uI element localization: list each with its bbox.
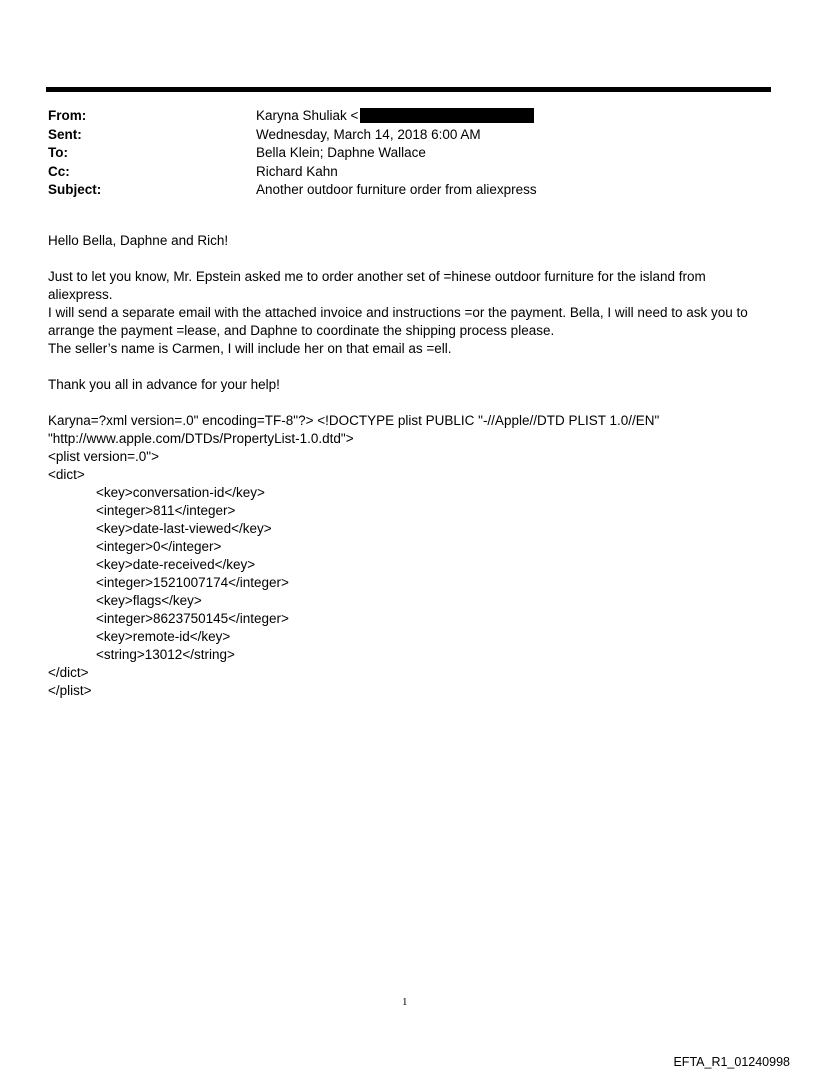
redaction-box (360, 108, 534, 123)
body-line: Just to let you know, Mr. Epstein asked me to order another set of =hinese outdoor furniture for the island from (48, 269, 706, 284)
thanks-line: Thank you all in advance for your help! (48, 377, 280, 392)
email-body (48, 232, 778, 700)
plist-dict-line: <integer>811</integer> (96, 503, 236, 518)
top-rule (46, 87, 771, 92)
from-name: Karyna Shuliak < (256, 108, 359, 123)
cc-row (48, 163, 768, 182)
plist-dict-line: <integer>8623750145</integer> (96, 611, 289, 626)
greeting-line: Hello Bella, Daphne and Rich! (48, 233, 229, 248)
plist-line: </dict> (48, 665, 89, 680)
subject-value: Another outdoor furniture order from aliexpress (256, 182, 537, 197)
email-header (48, 107, 768, 200)
greeting (48, 232, 778, 250)
thanks-paragraph (48, 376, 778, 394)
to-label: To: (48, 145, 68, 160)
to-row (48, 144, 768, 163)
plist-dict-line: <integer>0</integer> (96, 539, 222, 554)
plist-line: <plist version=.0"> (48, 449, 159, 464)
plist-dict-line: <key>remote-id</key> (96, 629, 231, 644)
subject-row (48, 181, 768, 200)
to-value: Bella Klein; Daphne Wallace (256, 145, 426, 160)
cc-value: Richard Kahn (256, 163, 338, 179)
plist-line: </plist> (48, 683, 92, 698)
plist-line: <dict> (48, 467, 85, 482)
sent-value: Wednesday, March 14, 2018 6:00 AM (256, 126, 481, 142)
sent-row (48, 126, 768, 145)
plist-line: Karyna=?xml version=.0" encoding=TF-8"?> <!DOCTYPE plist PUBLIC "-//Apple//DTD PLIST 1.0//EN" (48, 413, 660, 428)
body-line: The seller’s name is Carmen, I will include her on that email as =ell. (48, 341, 452, 356)
sent-label: Sent: (48, 126, 82, 142)
body-line: I will send a separate email with the attached invoice and instructions =or the payment. Bella, I will need to ask you to (48, 305, 748, 320)
plist-block (48, 412, 778, 700)
plist-dict-line: <key>conversation-id</key> (96, 485, 265, 500)
from-row (48, 107, 768, 126)
body-line: aliexpress. (48, 287, 113, 302)
page-number: 1 (402, 996, 408, 1008)
subject-label: Subject: (48, 182, 102, 197)
from-label: From: (48, 108, 87, 123)
body-paragraph (48, 268, 778, 358)
plist-dict-line: <integer>1521007174</integer> (96, 575, 289, 590)
cc-label: Cc: (48, 163, 70, 179)
document-id: EFTA_R1_01240998 (673, 1055, 790, 1069)
plist-line: "http://www.apple.com/DTDs/PropertyList-1.0.dtd"> (48, 431, 354, 446)
plist-dict-line: <key>date-received</key> (96, 557, 256, 572)
plist-dict-line: <string>13012</string> (96, 647, 235, 662)
plist-dict-line: <key>date-last-viewed</key> (96, 521, 272, 536)
from-value (256, 107, 534, 126)
plist-dict-line: <key>flags</key> (96, 593, 202, 608)
body-line: arrange the payment =lease, and Daphne to coordinate the shipping process please. (48, 323, 555, 338)
